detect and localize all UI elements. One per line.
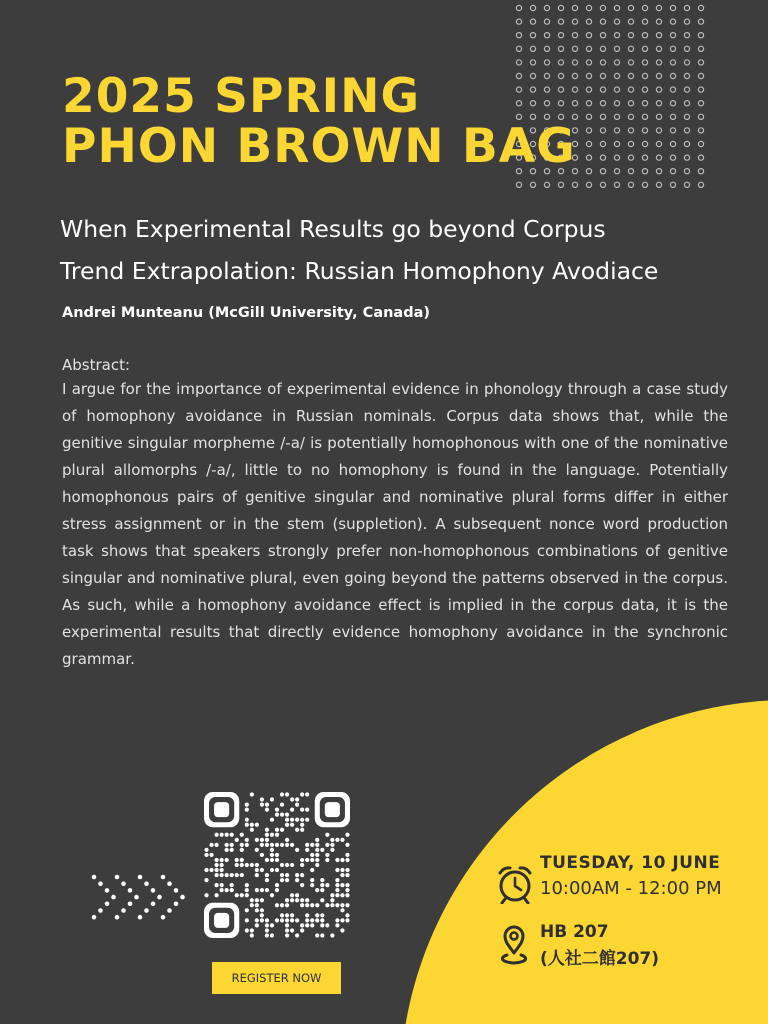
talk-title	[60, 208, 760, 292]
event-series-title	[62, 69, 576, 174]
chevron-arrows-icon	[90, 872, 190, 922]
talk-title-line-2: Trend Extrapolation: Russian Homophony Avodiace	[60, 257, 659, 285]
qr-code[interactable]	[204, 792, 350, 938]
talk-title-line-1: When Experimental Results go beyond Corpus	[60, 215, 606, 243]
abstract-text: I argue for the importance of experimental evidence in phonology through a case study of homophony avoidance in Russian nominals. Corpus data shows that, while the genitive singular morpheme /-a/ is potentially homophonous with one of the nominative plural allomorphs /-a/, little to no homophony is found in the language. Potentially homophonous pairs of genitive singular and nominative plural forms differ in either stress assignment or in the stem (suppletion). A subsequent nonce word production task shows that speakers strongly prefer non-homophonous combinations of genitive singular and nominative plural, even going beyond the patterns observed in the corpus. As such, while a homophony avoidance effect is implied in the corpus data, it is the experimental results that directly evidence homophony avoidance in the synchronic grammar.	[62, 380, 728, 668]
register-now-button[interactable]: REGISTER NOW	[212, 962, 341, 994]
event-time: 10:00AM - 12:00 PM	[540, 878, 722, 899]
title-line-2: PHON BROWN BAG	[62, 119, 576, 174]
event-date: TUESDAY, 10 JUNE	[540, 853, 721, 873]
alarm-clock-icon	[496, 864, 534, 904]
abstract-label: Abstract:	[62, 356, 131, 374]
title-line-1: 2025 SPRING	[62, 69, 421, 124]
event-room: HB 207	[540, 922, 609, 942]
speaker-name: Andrei Munteanu (McGill University, Canada)	[62, 305, 431, 321]
map-pin-icon	[497, 923, 531, 967]
event-room-alt: (人社二館207)	[540, 949, 660, 969]
